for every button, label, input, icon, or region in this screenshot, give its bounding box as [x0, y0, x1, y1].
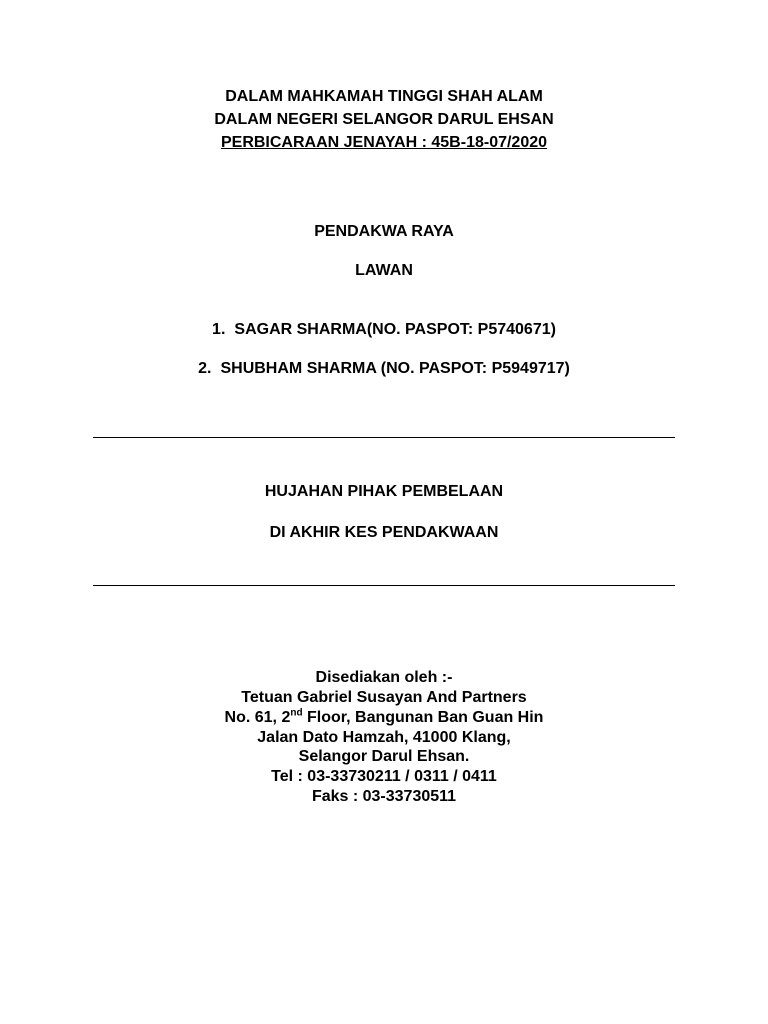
- title-line-1: HUJAHAN PIHAK PEMBELAAN: [264, 483, 504, 500]
- firm-name: Tetuan Gabriel Susayan And Partners: [241, 689, 527, 706]
- accused-name: SHUBHAM SHARMA (NO. PASPOT: P5949717): [220, 360, 570, 377]
- title-line-2: DI AKHIR KES PENDAKWAAN: [269, 524, 499, 541]
- accused-item: [0, 320, 768, 340]
- divider-bottom: [93, 585, 675, 586]
- address-line-3: Selangor Darul Ehsan.: [298, 748, 470, 765]
- address-line-1: No. 61, 2nd Floor, Bangunan Ban Guan Hin: [224, 707, 544, 726]
- accused-number: 1.: [212, 321, 226, 338]
- versus-label: LAWAN: [355, 262, 413, 279]
- prosecution-party: PENDAKWA RAYA: [314, 223, 454, 240]
- case-number: PERBICARAAN JENAYAH : 45B-18-07/2020: [220, 134, 548, 151]
- accused-item: [0, 359, 768, 379]
- address-line-2: Jalan Dato Hamzah, 41000 Klang,: [257, 729, 511, 746]
- court-name: DALAM MAHKAMAH TINGGI SHAH ALAM: [225, 88, 543, 105]
- divider-top: [93, 437, 675, 438]
- court-state: DALAM NEGERI SELANGOR DARUL EHSAN: [214, 111, 554, 128]
- prepared-by-label: Disediakan oleh :-: [315, 669, 453, 686]
- fax: Faks : 03-33730511: [311, 788, 457, 805]
- telephone: Tel : 03-33730211 / 0311 / 0411: [271, 768, 497, 785]
- accused-number: 2.: [198, 360, 212, 377]
- accused-name: SAGAR SHARMA(NO. PASPOT: P5740671): [234, 321, 556, 338]
